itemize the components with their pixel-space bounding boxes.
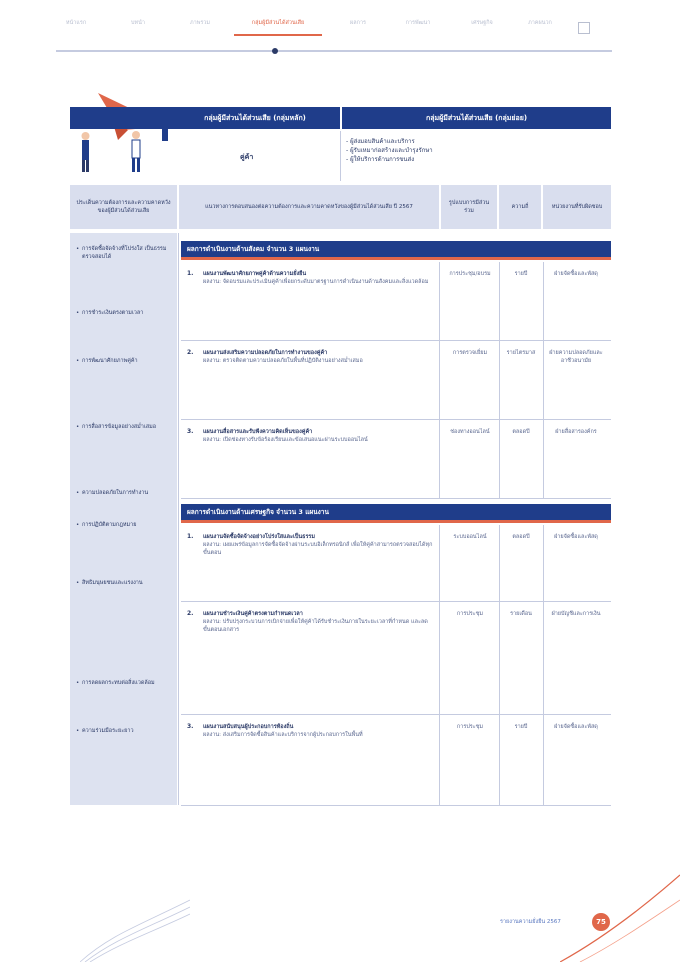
nav-item-economy[interactable]: เศรษฐกิจ [471,20,493,26]
nav-item-results[interactable]: ผลการ [350,20,366,26]
row-plan-title: แผนงานสนับสนุนผู้ประกอบการท้องถิ่น [203,724,294,730]
row-plan-title: แผนงานจัดซื้อจัดจ้างอย่างโปร่งใสและเป็นธรรม [203,534,316,540]
stakeholder-subgroup-header [342,107,611,129]
column-header-frequency: ความถี่ [499,185,541,229]
expectations-column [70,233,177,805]
nav-item-appendix[interactable]: ภาคผนวก [528,20,552,26]
table-row [181,341,611,420]
expectation-item: • การจัดซื้อจัดจ้างที่โปร่งใส เป็นธรรม ตรวจสอบได้ [82,245,172,261]
row-engagement: การประชุม/อบรม [449,271,491,277]
nav-position-marker [272,48,278,54]
row-owner: ฝ่ายจัดซื้อและพัสดุ [554,724,598,730]
row-description [203,270,435,286]
row-description [203,610,435,634]
subgroup-item: - ผู้ให้บริการด้านการขนส่ง [346,155,433,164]
expectation-item: • ความปลอดภัยในการทำงาน [82,489,172,497]
paper-plane-illustration [70,85,180,180]
row-description [203,428,435,444]
subgroup-item: - ผู้ส่งมอบสินค้าและบริการ [346,137,433,146]
expectation-item: • การปฏิบัติตามกฎหมาย [82,521,172,529]
table-row [181,525,611,602]
column-header-expectations: ประเด็นความต้องการและความคาดหวังของผู้มีส่วนได้ส่วนเสีย [70,185,177,229]
nav-item-stakeholders[interactable]: กลุ่มผู้มีส่วนได้ส่วนเสีย [251,20,305,26]
expectation-item: • การสื่อสารข้อมูลอย่างสม่ำเสมอ [82,423,172,431]
row-description [203,349,435,365]
row-frequency: ตลอดปี [512,534,530,540]
active-nav-indicator [234,34,322,36]
column-header-engagement: รูปแบบการมีส่วนร่วม [441,185,497,229]
row-engagement: การตรวจเยี่ยม [452,350,488,356]
subgroup-list [346,137,433,164]
nav-item-intro[interactable]: บทนำ [131,20,145,26]
row-frequency: รายเดือน [510,611,532,617]
expectation-item: • ความร่วมมือระยะยาว [82,727,172,735]
row-engagement: การประชุม [456,611,484,617]
row-number: 2. [187,349,194,356]
nav-item-development[interactable]: การพัฒนา [405,20,431,26]
row-number: 3. [187,428,194,435]
nav-item-home[interactable]: หน้าแรก [65,20,87,26]
row-plan-note: ผลงาน: ส่งเสริมการจัดซื้อสินค้าและบริการจากผู้ประกอบการในพื้นที่ [203,732,363,738]
row-number: 2. [187,610,194,617]
row-description [203,723,435,739]
stakeholder-group-header [70,107,340,129]
page-menu-icon[interactable] [578,22,590,34]
row-number: 1. [187,533,194,540]
row-description [203,533,435,557]
row-plan-title: แผนงานพัฒนาศักยภาพคู่ค้าด้านความยั่งยืน [203,271,307,277]
group-header-label: กลุ่มผู้มีส่วนได้ส่วนเสีย (กลุ่มหลัก) [204,113,306,122]
row-engagement: การประชุม [456,724,484,730]
left-column-border [178,233,179,805]
section-header-social: ผลการดำเนินงานด้านสังคม จำนวน 3 แผนงาน [181,241,611,257]
nav-item-overview[interactable]: ภาพรวม [189,20,210,26]
report-title-footer: รายงานความยั่งยืน 2567 [500,919,561,925]
table-row [181,715,611,806]
row-engagement: ช่องทางออนไลน์ [450,429,490,435]
row-plan-note: ผลงาน: ปรับปรุงกระบวนการเบิกจ่ายเพื่อให้คู่ค้าได้รับชำระเงินภายในระยะเวลาที่กำหนด และลดขั้นตอนเอกสาร [203,619,428,633]
section-header-economic: ผลการดำเนินงานด้านเศรษฐกิจ จำนวน 3 แผนงาน [181,504,611,520]
row-owner: ฝ่ายบัญชีและการเงิน [551,611,601,617]
column-header-response: แนวทางการตอบสนองต่อความต้องการและความคาดหวังของผู้มีส่วนได้ส่วนเสีย ปี 2567 [179,185,439,229]
row-plan-title: แผนงานส่งเสริมความปลอดภัยในการทำงานของคู่ค้า [203,350,328,356]
expectation-item: • การลดผลกระทบต่อสิ่งแวดล้อม [82,679,172,687]
line-decoration-left [80,895,190,962]
page-number: 75 [592,913,610,931]
row-owner: ฝ่ายจัดซื้อและพัสดุ [554,534,598,540]
row-plan-note: ผลงาน: จัดอบรมและประเมินคู่ค้าเพื่อยกระดับมาตรฐานการดำเนินงานด้านสังคมและสิ่งแวดล้อม [203,279,429,285]
table-row [181,420,611,499]
row-plan-note: ผลงาน: เปิดช่องทางรับข้อร้องเรียนและข้อเสนอแนะผ่านระบบออนไลน์ [203,437,368,443]
row-frequency: รายปี [514,271,528,277]
stakeholder-group-name: คู่ค้า [240,153,254,161]
subgroup-header-label: กลุ่มผู้มีส่วนได้ส่วนเสีย (กลุ่มย่อย) [425,113,528,122]
subgroup-item: - ผู้รับเหมาก่อสร้างและบำรุงรักษา [346,146,433,155]
top-navigation [56,20,612,44]
line-decoration-right [560,870,680,962]
row-frequency: รายปี [514,724,528,730]
row-plan-note: ผลงาน: เผยแพร่ข้อมูลการจัดซื้อจัดจ้างผ่านระบบอิเล็กทรอนิกส์ เพื่อให้คู่ค้าสามารถตรวจสอบได้ทุกขั้นตอน [203,542,433,556]
column-header-owner: หน่วยงานที่รับผิดชอบ [543,185,611,229]
row-owner: ฝ่ายความปลอดภัยและอาชีวอนามัย [549,350,603,364]
expectation-item: • สิทธิมนุษยชนและแรงงาน [82,579,172,587]
row-plan-title: แผนงานชำระเงินคู่ค้าตรงตามกำหนดเวลา [203,611,303,617]
row-plan-title: แผนงานสื่อสารและรับฟังความคิดเห็นของคู่ค้า [203,429,313,435]
nav-divider [56,50,612,52]
row-number: 1. [187,270,194,277]
group-cell-divider [340,131,341,181]
table-row [181,262,611,341]
row-owner: ฝ่ายจัดซื้อและพัสดุ [554,271,598,277]
row-number: 3. [187,723,194,730]
row-plan-note: ผลงาน: ตรวจติดตามความปลอดภัยในพื้นที่ปฏิบัติงานอย่างสม่ำเสมอ [203,358,363,364]
expectation-item: • การชำระเงินตรงตามเวลา [82,309,172,317]
expectation-item: • การพัฒนาศักยภาพคู่ค้า [82,357,172,365]
row-owner: ฝ่ายสื่อสารองค์กร [555,429,597,435]
row-engagement: ระบบออนไลน์ [453,534,487,540]
row-frequency: รายไตรมาส [506,350,536,356]
row-frequency: ตลอดปี [512,429,530,435]
table-row [181,602,611,715]
